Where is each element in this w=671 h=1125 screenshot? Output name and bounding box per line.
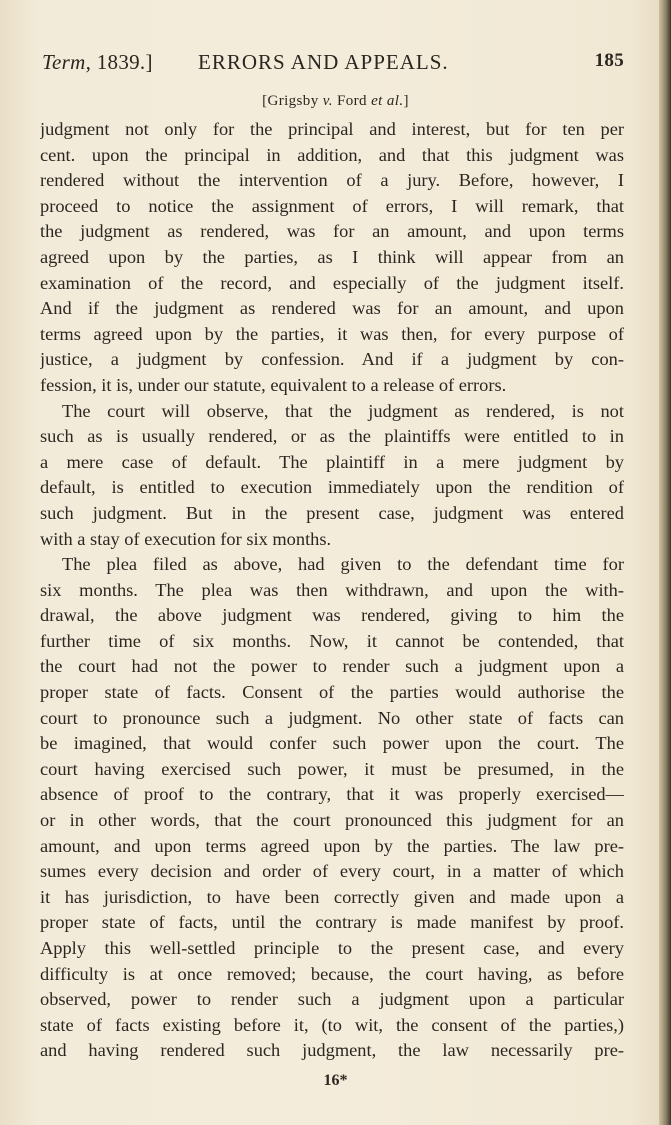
text-line: six months. The plea was then withdrawn, and upon the with- — [40, 579, 624, 600]
paragraph-start-line: The plea filed as above, had given to the defendant time for — [62, 554, 624, 575]
text-line: rendered without the intervention of a jury. Before, however, I — [40, 170, 624, 191]
signature-mark: 16* — [323, 1072, 348, 1089]
text-line: and having rendered such judgment, the law necessarily pre- — [40, 1040, 624, 1061]
caption-versus: v. — [322, 93, 333, 109]
text-line: Apply this well-settled principle to the present case, and every — [40, 938, 624, 958]
page-number: 185 — [594, 50, 624, 71]
text-line: it has jurisdiction, to have been correctly given and made upon a — [40, 886, 624, 907]
header-title: ERRORS AND APPEALS. — [198, 50, 449, 74]
text-line: be imagined, that would confer such power upon the court. The — [40, 733, 624, 754]
text-line: proper state of facts, until the contrary is made manifest by proof. — [40, 912, 624, 933]
book-spine-edge — [659, 0, 671, 1125]
running-header — [42, 50, 624, 80]
text-line: judgment not only for the principal and interest, but for ten per — [40, 119, 624, 139]
caption-et-al: et al. — [371, 93, 404, 109]
text-line: court to pronounce such a judgment. No other state of facts can — [40, 707, 624, 728]
text-line: agreed upon by the parties, as I think will appear from an — [40, 246, 624, 267]
text-line: terms agreed upon by the parties, it was then, for every purpose of — [40, 323, 624, 344]
text-line: such as is usually rendered, or as the plaintiffs were entitled to in — [40, 426, 624, 447]
case-caption — [0, 93, 671, 110]
text-line: sumes every decision and order of every court, in a matter of which — [40, 861, 624, 882]
text-line: cent. upon the principal in addition, and that this judgment was — [40, 144, 624, 165]
text-line: examination of the record, and especially of the judgment itself. — [40, 272, 624, 293]
text-line: absence of proof to the contrary, that it was properly exercised— — [40, 784, 624, 805]
text-line: the court had not the power to render such a judgment upon a — [40, 656, 624, 677]
text-line: drawal, the above judgment was rendered, giving to him the — [40, 605, 624, 626]
caption-close: ] — [403, 93, 409, 109]
text-line: default, is entitled to execution immediately upon the rendition of — [40, 477, 624, 498]
text-line: amount, and upon terms agreed upon by the parties. The law pre- — [40, 835, 624, 856]
text-line: fession, it is, under our statute, equivalent to a release of errors. — [40, 374, 507, 395]
text-line: difficulty is at once removed; because, the court having, as before — [40, 963, 624, 984]
caption-party-2: Ford — [337, 93, 367, 109]
text-line: state of facts existing before it, (to wit, the consent of the parties,) — [40, 1014, 624, 1035]
header-year: 1839.] — [96, 50, 153, 74]
text-line: observed, power to render such a judgment upon a particular — [40, 989, 624, 1010]
body-text — [40, 117, 624, 1064]
text-line: proper state of facts. Consent of the parties would authorise the — [40, 682, 624, 703]
text-line: such judgment. But in the present case, judgment was entered — [40, 502, 624, 523]
text-line: And if the judgment as rendered was for an amount, and upon — [40, 298, 624, 319]
header-term — [42, 50, 153, 75]
text-line: proceed to notice the assignment of errors, I will remark, that — [40, 195, 624, 216]
text-line: a mere case of default. The plaintiff in a mere judgment by — [40, 451, 624, 472]
header-term-label: Term, — [42, 50, 92, 74]
text-line: the judgment as rendered, was for an amount, and upon terms — [40, 221, 624, 242]
text-line: court having exercised such power, it must be presumed, in the — [40, 758, 624, 779]
text-line: with a stay of execution for six months. — [40, 528, 332, 549]
text-line: further time of six months. Now, it cannot be contended, that — [40, 630, 624, 651]
caption-party-1: [Grigsby — [262, 93, 319, 109]
text-line: or in other words, that the court pronounced this judgment for an — [40, 810, 624, 831]
text-line: justice, a judgment by confession. And if a judgment by con- — [40, 349, 624, 370]
paragraph-start-line: The court will observe, that the judgment as rendered, is not — [62, 400, 624, 421]
